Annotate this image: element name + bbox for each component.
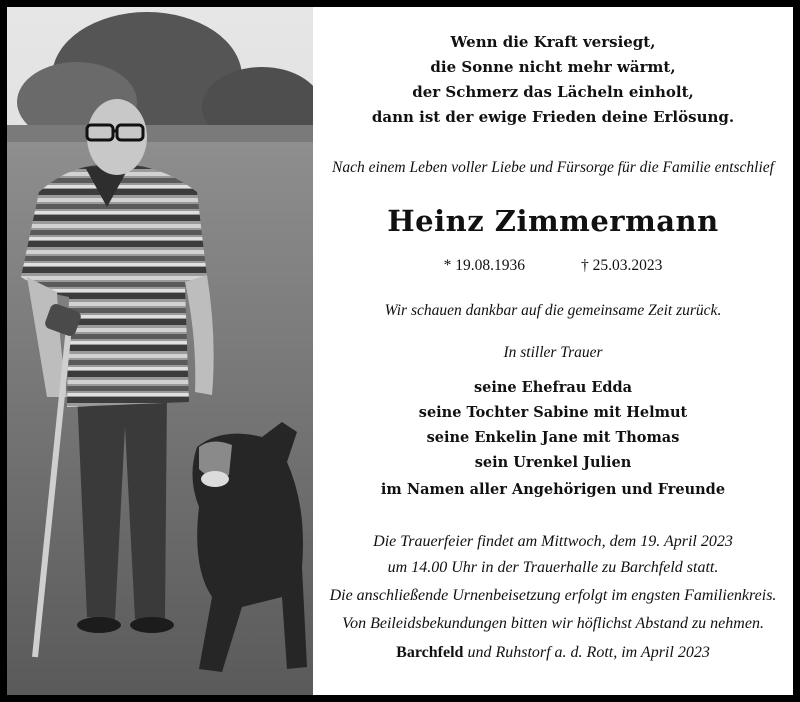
life-dates xyxy=(313,257,793,275)
mourner-line: sein Urenkel Julien xyxy=(474,454,632,471)
mourner-line: seine Enkelin Jane mit Thomas xyxy=(426,429,680,446)
birth-date: * 19.08.1936 xyxy=(443,257,525,274)
poem-line: der Schmerz das Lächeln einholt, xyxy=(412,83,694,101)
service-line: Die Trauerfeier findet am Mittwoch, dem 19. April 2023 xyxy=(373,533,733,550)
service-line: Von Beileidsbekundungen bitten wir höflichst Abstand zu nehmen. xyxy=(342,615,764,632)
mourner-line: im Namen aller Angehörigen und Freunde xyxy=(380,481,726,498)
intro-text: Nach einem Leben voller Liebe und Fürsorge für die Familie entschlief xyxy=(332,159,774,176)
poem-line: Wenn die Kraft versiegt, xyxy=(450,33,656,51)
mourner-line: seine Tochter Sabine mit Helmut xyxy=(418,404,688,421)
mourner-line: seine Ehefrau Edda xyxy=(473,379,633,396)
closing-place: Barchfeld xyxy=(396,644,464,661)
service-line: um 14.00 Uhr in der Trauerhalle zu Barchfeld statt. xyxy=(387,559,719,576)
closing-rest: und Ruhstorf a. d. Rott, im April 2023 xyxy=(463,644,710,661)
gratitude-text: Wir schauen dankbar auf die gemeinsame Zeit zurück. xyxy=(384,302,722,319)
poem-line: die Sonne nicht mehr wärmt, xyxy=(430,58,676,76)
deceased-name: Heinz Zimmermann xyxy=(387,204,719,238)
service-line: Die anschließende Urnenbeisetzung erfolgt im engsten Familienkreis. xyxy=(329,587,777,604)
closing-line xyxy=(313,644,793,662)
portrait-photo xyxy=(7,7,313,695)
photo-illustration xyxy=(7,7,313,695)
obituary-text xyxy=(313,7,793,695)
mourning-heading: In stiller Trauer xyxy=(503,344,603,361)
poem-line: dann ist der ewige Frieden deine Erlösung. xyxy=(371,108,735,126)
death-date: † 25.03.2023 xyxy=(581,257,663,274)
